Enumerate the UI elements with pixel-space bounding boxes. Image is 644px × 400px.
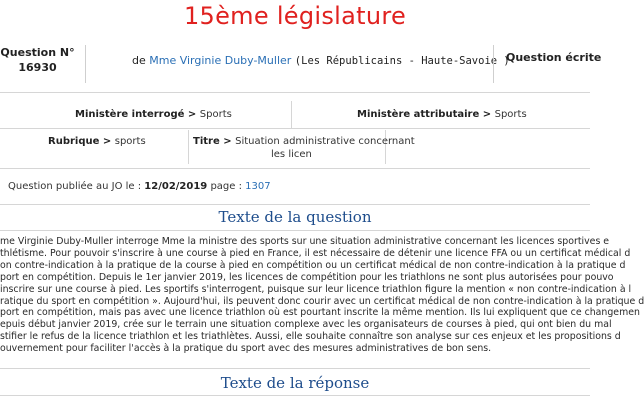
ministry-interrogated-label: Ministère interrogé [75,109,185,120]
ministry-row [0,101,590,129]
publication-page-link[interactable]: 1307 [245,181,271,192]
titre-value-line1: Situation administrative concernant [235,136,415,147]
author-prefix: de [132,54,146,67]
rubrique-label: Rubrique [48,136,100,147]
question-text-line: epuis début janvier 2019, crée sur le terrain une situation complexe avec les organisateurs de courses à pied, qui ont bien du mal [0,319,612,331]
separator [0,128,590,129]
question-text-line: ratique du sport en compétition ». Aujourd'hui, ils peuvent donc courir avec un certificat médical de non contre-indication à la pratique d [0,295,644,307]
ministry-interrogated-cell: Ministère interrogé > Sports [0,101,292,129]
legislature-title: 15ème législature [183,2,407,30]
separator [0,230,590,231]
titre-cell: Titre > Situation administrative concernant les licen [189,130,386,164]
titre-value-line2: les licen [271,149,312,160]
deputy-party: (Les Républicains - Haute-Savoie ) [294,55,510,67]
separator [0,395,590,396]
question-type-label: Question écrite [506,51,602,64]
question-text-line: stifier le refus de la licence triathlon et les triathlètes. Aussi, elle souhaite connaître son analyse sur ces enjeux et les propositions d [0,331,621,343]
question-text-body [0,236,644,355]
question-text-line: on contre-indication à la pratique de la course à pied en compétition ou un certificat médical de non contre-indication à la pratique d [0,259,626,271]
question-author [132,54,510,67]
separator [0,368,590,369]
separator [0,204,590,205]
separator [0,92,590,93]
ministry-attributaire-value: Sports [494,109,527,120]
publication-date: 12/02/2019 [144,181,208,192]
ministry-attributaire-label: Ministère attributaire [357,109,480,120]
question-type-cell [493,45,614,83]
question-text-title: Texte de la question [218,208,372,226]
question-text-line: ouvernement pour faciliter l'accès à la pratique du sport avec des mesures administratives de bon sens. [0,343,492,355]
publication-line [8,181,271,192]
question-number-cell [0,45,86,83]
deputy-link[interactable]: Mme Virginie Duby-Muller [149,54,292,67]
publication-prefix: Question publiée au JO le : [8,181,142,192]
publication-page-label: page : [210,181,242,192]
rubrique-value: sports [114,136,146,147]
ministry-interrogated-value: Sports [199,109,232,120]
ministry-attributaire-cell: Ministère attributaire > Sports [357,109,527,120]
classification-row [0,130,590,164]
titre-label: Titre [193,136,220,147]
separator [0,168,590,169]
question-number-label: Question N° [0,46,75,59]
question-header [0,46,602,78]
question-text-line: inscrire sur une course à pied. Les sportifs s'interrogent, puisque sur leur licence triathlon figure la mention « non contre-indication à l [0,283,632,295]
question-text-line: thlétisme. Pour pouvoir s'inscrire à une course à pied en France, il est nécessaire de détenir une licence FFA ou un certificat médical d [0,247,631,259]
question-text-line: port en compétition, mais pas avec une licence triathlon où est pourtant inscrite la même mention. Ils lui expliquent que ce changemen [0,307,640,319]
question-text-line: me Virginie Duby-Muller interroge Mme la ministre des sports sur une situation administrative concernant les licences sportives e [0,236,610,247]
empty-cell [386,130,590,164]
question-number-value: 16930 [18,61,57,74]
question-text-line: port en compétition. Depuis le 1er janvier 2019, les licences de compétition pour les triathlons ne sont plus autorisées pour pouvo [0,271,614,283]
answer-text-title: Texte de la réponse [220,374,370,392]
rubrique-cell: Rubrique > sports [0,130,189,164]
